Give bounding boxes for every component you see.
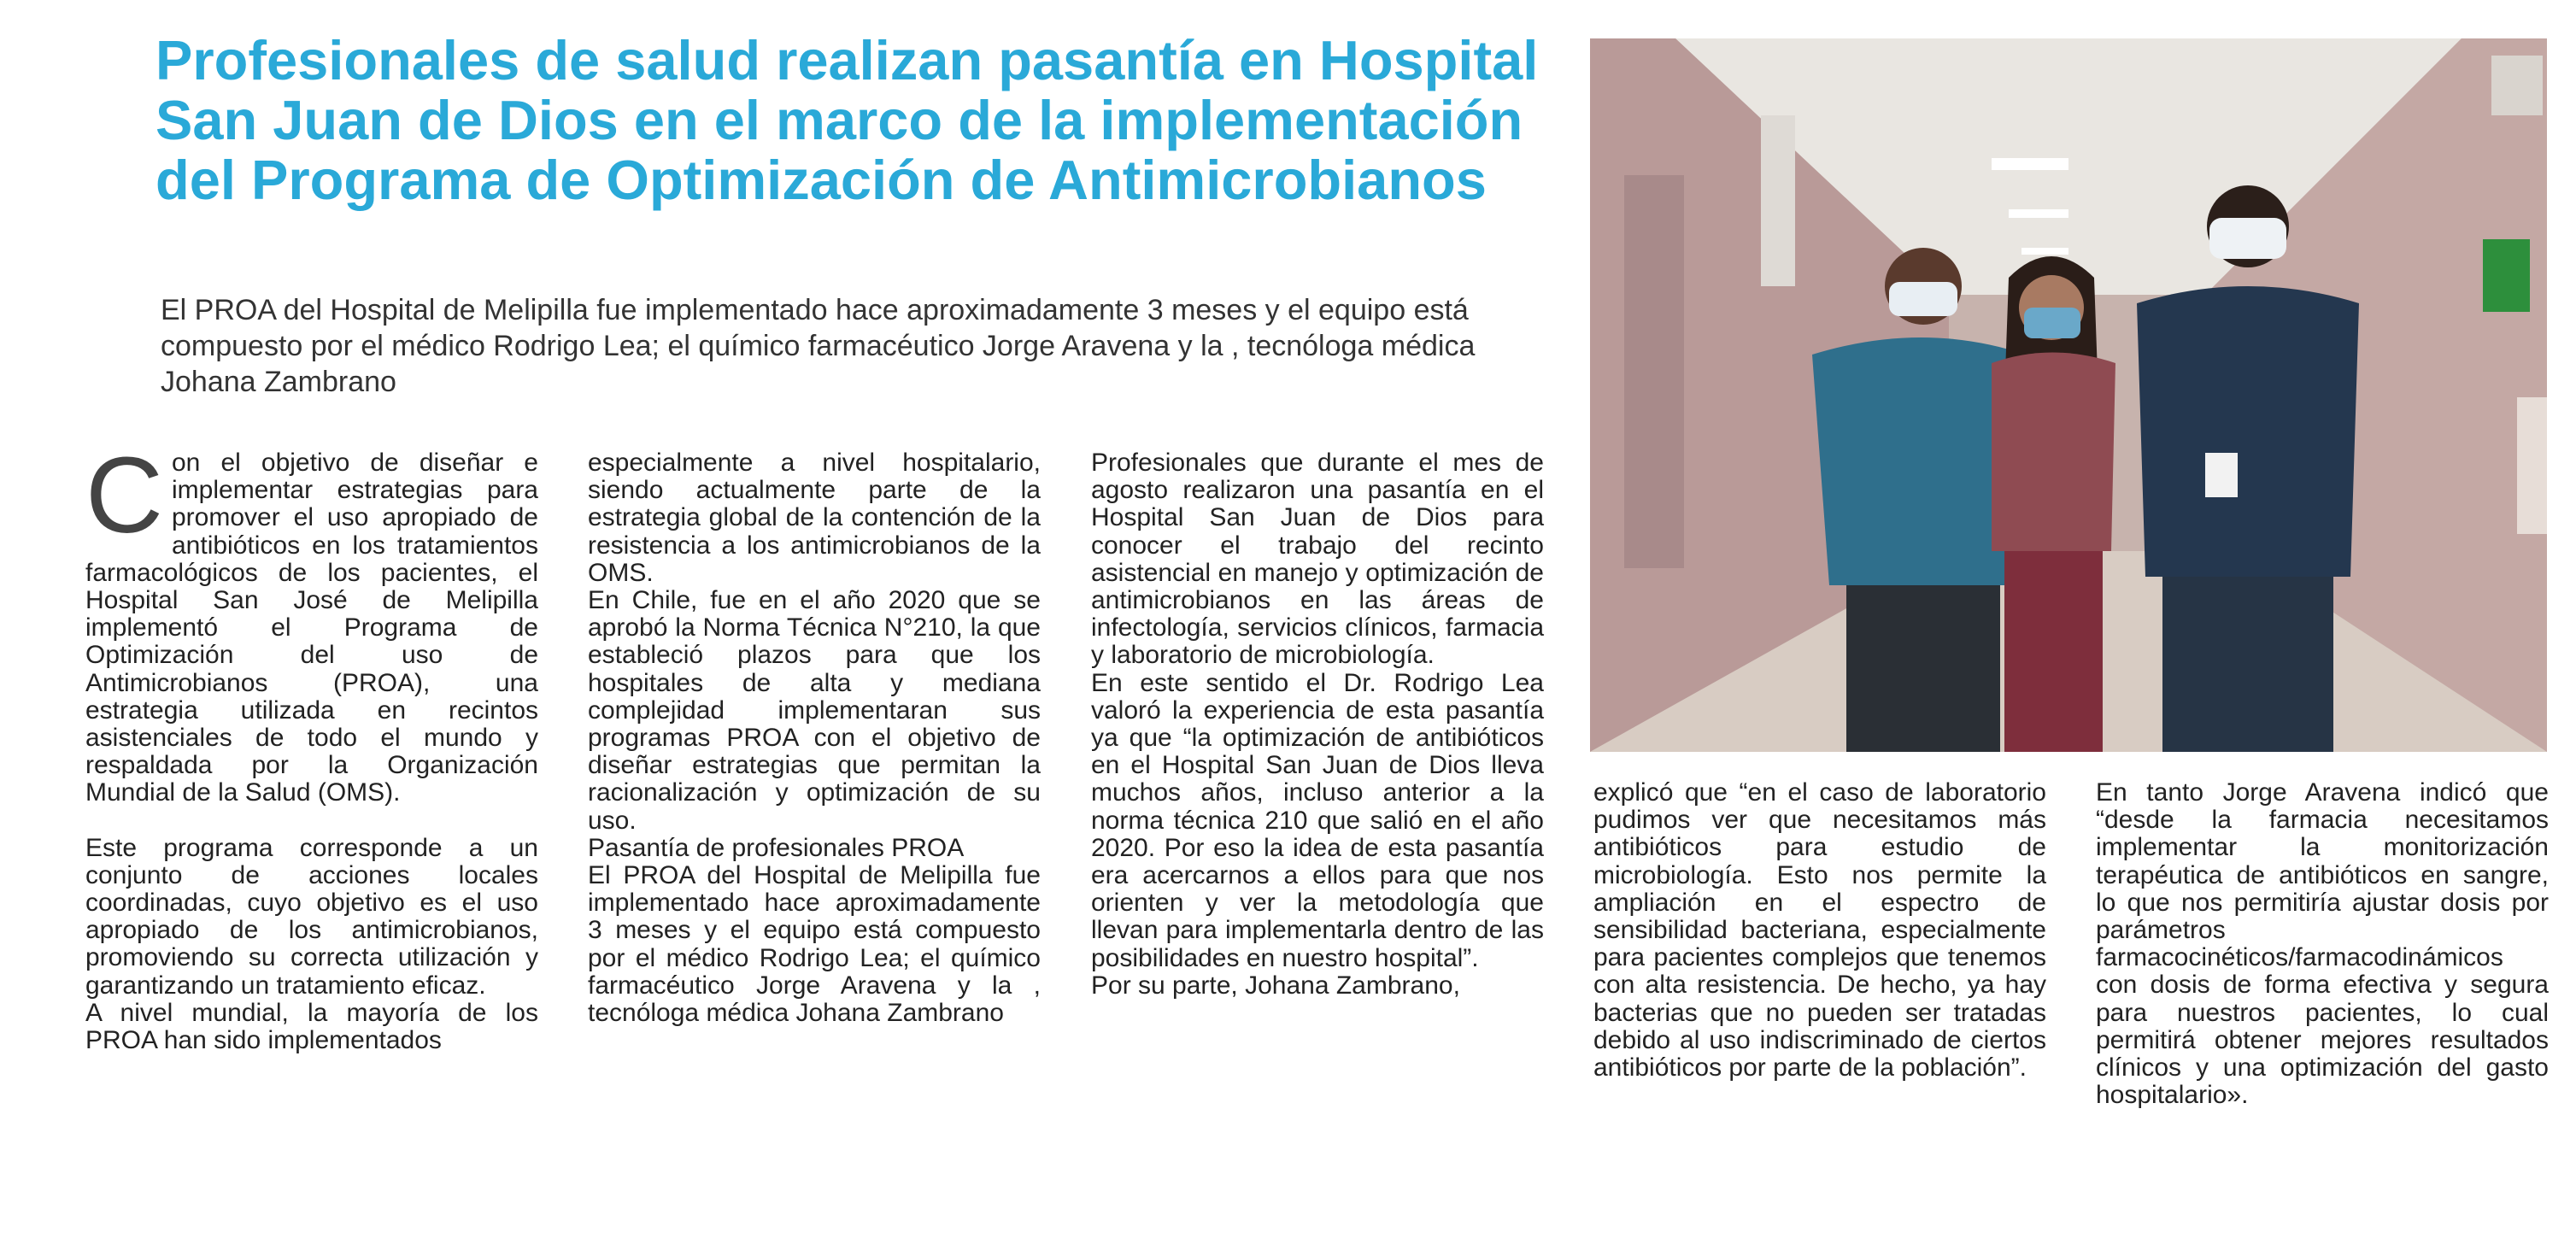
article-column-2 xyxy=(588,449,1041,1027)
article-column-1 xyxy=(85,435,538,1055)
article-title: Profesionales de salud realizan pasantía en Hospital San Juan de Dios en el marco de la implementación del Programa de Optimización de Antimicrobianos xyxy=(155,29,1539,211)
col2-paragraph-1: especialmente a nivel hospitalario, siendo actualmente parte de la estrategia global de la contención de la resistencia a los antimicrobianos de la OMS. xyxy=(588,449,1041,587)
hospital-corridor-photo xyxy=(1590,38,2547,752)
article-column-5 xyxy=(2096,779,2549,1109)
col3-paragraph-3: Por su parte, Johana Zambrano, xyxy=(1091,971,1460,1000)
col4-paragraph-1: explicó que “en el caso de laboratorio pudimos ver que necesitamos más antibióticos para estudio de microbiología. Esto nos permite la ampliación en el espectro de sensibilidad bacteriana, especialmente para pacientes complejos que tenemos con alta resistencia. De hecho, ya hay bacterias que no pueden ser tratadas debido al uso indiscriminado de ciertos antibióticos por parte de la población”. xyxy=(1593,778,2046,1083)
col1-paragraph-1: on el objetivo de diseñar e implementar estrategias para promover el uso apropiado de antibióticos en los tratamientos farmacológicos de los pacientes, el Hospital San José de Melipilla implementó el Programa de Optimización del uso de Antimicrobianos (PROA), una estrategia utilizada en recintos asistenciales de todo el mundo y respaldada por la Organización Mundial de la Salud (OMS). xyxy=(85,449,538,807)
article-column-3 xyxy=(1091,449,1544,1000)
col3-paragraph-1: Profesionales que durante el mes de agosto realizaron una pasantía en el Hospital San Juan de Dios para conocer el trabajo del recinto asistencial en manejo y optimización de antimicrobianos en las áreas de infectología, servicios clínicos, farmacia y laboratorio de microbiología. xyxy=(1091,449,1544,670)
col2-paragraph-2: En Chile, fue en el año 2020 que se aprobó la Norma Técnica N°210, la que estableció plazos para que los hospitales de alta y mediana complejidad implementaran sus programas PROA con el objetivo de diseñar estrategias que permitan la racionalización y optimización de su uso. xyxy=(588,586,1041,835)
drop-cap: C xyxy=(85,435,163,555)
col2-paragraph-4: El PROA del Hospital de Melipilla fue implementado hace aproximadamente 3 meses y el equipo está compuesto por el médico Rodrigo Lea; el químico farmacéutico Jorge Aravena y la , tecnóloga médica Johana Zambrano xyxy=(588,861,1041,1028)
col1-paragraph-2: Este programa corresponde a un conjunto de acciones locales coordinadas, cuyo objetivo es el uso apropiado de los antimicrobianos, promoviendo su correcta utilización y garantizando un tratamiento eficaz. xyxy=(85,833,538,1000)
col1-paragraph-3: A nivel mundial, la mayoría de los PROA han sido implementados xyxy=(85,998,538,1055)
col2-section-heading: Pasantía de profesionales PROA xyxy=(588,833,965,862)
article-column-4 xyxy=(1593,779,2046,1082)
col3-paragraph-2: En este sentido el Dr. Rodrigo Lea valoró la experiencia de esta pasantía ya que “la optimización de antibióticos en el Hospital San Juan de Dios lleva muchos años, incluso anterior a la norma técnica 210 que salió en el año 2020. Por eso la idea de esta pasantía era acercarnos a ellos para que nos orienten y ver la metodología que llevan para implementarla dentro de las posibilidades en nuestro hospital”. xyxy=(1091,668,1544,972)
col5-paragraph-1: En tanto Jorge Aravena indicó que “desde la farmacia necesitamos implementar la monitorización terapéutica de antibióticos en sangre, lo que nos permitiría ajustar dosis por parámetros farmacocinéticos/farmacodinámicos con dosis de forma efectiva y segura para nuestros pacientes, lo cual permitirá obtener mejores resultados clínicos y una optimización del gasto hospitalario». xyxy=(2096,778,2549,1110)
article-subtitle: El PROA del Hospital de Melipilla fue implementado hace aproximadamente 3 meses y el equipo está compuesto por el médico Rodrigo Lea; el químico farmacéutico Jorge Aravena y la , tecnóloga médica Johana Zambrano xyxy=(161,294,1476,398)
photo-illustration xyxy=(1590,38,2547,752)
